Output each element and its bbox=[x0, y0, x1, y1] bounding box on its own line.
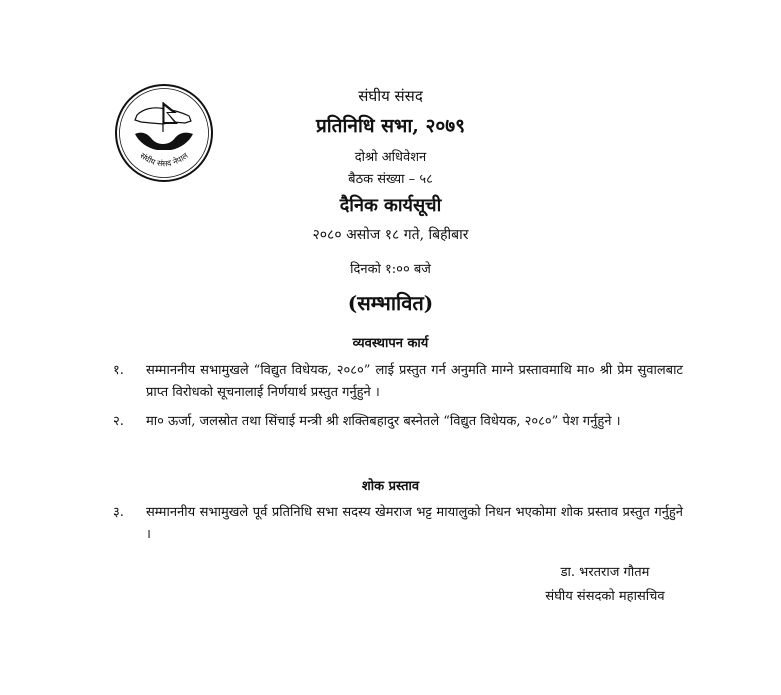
tentative-label: (सम्भावित) bbox=[347, 291, 434, 315]
emblem-caption: संघीय संसद नेपाल bbox=[138, 151, 190, 169]
agenda-title: दैनिक कार्यसूची bbox=[339, 195, 442, 216]
item-text: सम्माननीय सभामुखले पूर्व प्रतिनिधि सभा सदस्य खेमराज भट्ट मायालुको निधन भएकोमा शोक प्रस्ताव प्रस्तुत गर्नुहुने । bbox=[146, 505, 683, 542]
section-heading-legislative: व्यवस्थापन कार्य bbox=[352, 336, 429, 351]
item-text: मा० ऊर्जा, जलस्रोत तथा सिंचाई मन्त्री श्री शक्तिबहादुर बस्नेतले “विद्युत विधेयक, २०८०” पेश गर्नुहुने । bbox=[146, 414, 621, 429]
parliament-name: संघीय संसद bbox=[358, 87, 423, 105]
meeting-number: बैठक संख्या – ५८ bbox=[348, 172, 433, 187]
session-label: दोश्रो अधिवेशन bbox=[354, 150, 427, 165]
item-number: १. bbox=[113, 363, 124, 378]
meeting-time: दिनको १:०० बजे bbox=[350, 262, 431, 277]
house-title: प्रतिनिधि सभा, २०७९ bbox=[315, 115, 466, 137]
signatory-title: संघीय संसदको महासचिव bbox=[545, 589, 665, 604]
meeting-date: २०८० असोज १८ गते, बिहीबार bbox=[312, 227, 469, 243]
agenda-item bbox=[113, 411, 683, 433]
item-number: ३. bbox=[113, 505, 124, 520]
agenda-item bbox=[113, 360, 683, 404]
signatory-name: डा. भरतराज गौतम bbox=[560, 565, 650, 580]
section-heading-condolence: शोक प्रस्ताव bbox=[361, 479, 420, 494]
item-text: सम्माननीय सभामुखले “विद्युत विधेयक, २०८०” लाई प्रस्तुत गर्न अनुमति माग्ने प्रस्तावमाथि मा० श्री प्रेम सुवालबाट प्राप्त विरोधको सूचनालाई निर्णयार्थ प्रस्तुत गर्नुहुने । bbox=[146, 363, 683, 400]
item-number: २. bbox=[113, 414, 124, 429]
agenda-item bbox=[113, 502, 683, 546]
